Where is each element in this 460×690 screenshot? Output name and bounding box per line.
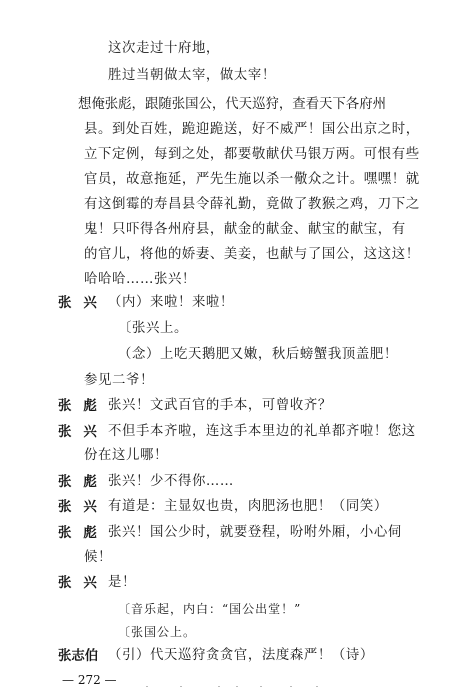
dialogue-line: 不但手本齐啦，连这手本里边的礼单都齐啦！您这 (108, 424, 416, 439)
stage-direction: 〔张兴上。 (118, 321, 188, 336)
speaker-label: 张彪 (58, 525, 109, 541)
stage-direction: 〔张国公上。 (118, 625, 197, 639)
speaker-label: 张兴 (58, 295, 109, 311)
dialogue-line: 张兴！国公少时，就要登程，吩咐外厢，小心伺 (108, 525, 402, 540)
monologue-line-8: 哈哈哈……张兴！ (84, 272, 196, 287)
dialogue-line: （引）代天巡狩贪贪官，法度森严！（诗） (108, 648, 374, 663)
speaker-label: 张兴 (58, 575, 109, 591)
speaker-label: 张兴 (58, 424, 109, 440)
monologue-line-4: 官员，故意拖延，严先生施以杀一儆众之计。嘿嘿！就 (84, 172, 420, 187)
verse-line-2: 胜过当朝做太宰，做太宰！ (108, 68, 276, 83)
speaker-label: 张志伯 (58, 648, 99, 664)
page-number: — 272 — (62, 673, 117, 687)
monologue-line-2: 县。到处百姓，跪迎跪送，好不威严！国公出京之时， (84, 122, 420, 137)
dialogue-line: 候！ (84, 550, 112, 565)
scan-specks (140, 684, 340, 690)
speaker-label: 张彪 (58, 398, 109, 414)
dialogue-line: 张兴！文武百官的手本，可曾收齐？ (108, 398, 332, 413)
speaker-label: 张彪 (58, 474, 109, 490)
dialogue-line: （内）来啦！来啦！ (108, 295, 234, 310)
monologue-line-3: 立下定例，每到之处，都要敬献伏马银万两。可恨有些 (84, 147, 420, 162)
speaker-label: 张兴 (58, 499, 109, 515)
dialogue-line: 参见二爷！ (84, 373, 154, 388)
monologue-line-1: 想俺张彪，跟随张国公，代天巡狩，查看天下各府州 (78, 97, 386, 112)
verse-line-1: 这次走过十府地， (108, 41, 220, 56)
dialogue-line: 张兴！少不得你…… (108, 474, 234, 489)
stage-direction: 〔音乐起，内白：“国公出堂！” (118, 602, 302, 616)
monologue-line-5: 有这倒霉的寿昌县令薛礼勤，竟做了教猴之鸡，刀下之 (84, 197, 420, 212)
dialogue-line: 是！ (108, 575, 136, 590)
dialogue-line: 有道是：主显奴也贵，肉肥汤也肥！（同笑） (108, 499, 388, 514)
monologue-line-7: 的官儿，将他的娇妻、美妾，也献与了国公，这这这！ (84, 247, 420, 262)
dialogue-line: 份在这儿哪！ (84, 448, 168, 463)
monologue-line-6: 鬼！只吓得各州府县，献金的献金、献宝的献宝，有 (84, 222, 406, 237)
dialogue-line: （念）上吃天鹅肥又嫩，秋后螃蟹我顶盖肥！ (118, 347, 398, 362)
